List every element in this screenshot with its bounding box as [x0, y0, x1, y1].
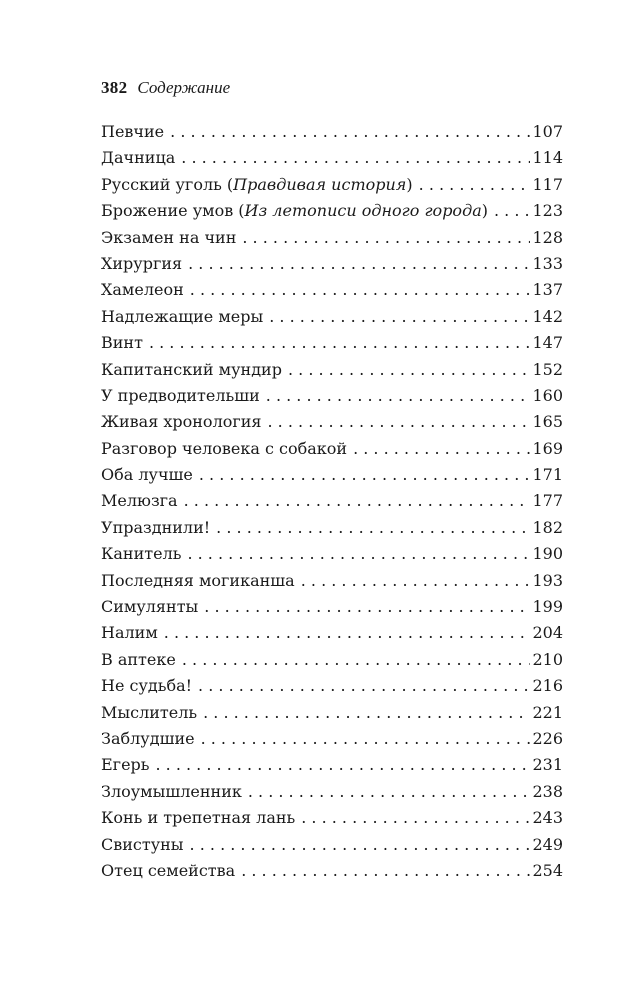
dot-leader	[266, 383, 531, 409]
dot-leader	[268, 409, 531, 435]
dot-leader	[149, 330, 531, 356]
page-number: 382	[101, 78, 128, 97]
dot-leader	[288, 357, 530, 383]
toc-entry-title: Брожение умов (Из летописи одного города)	[101, 201, 488, 221]
toc-entry-subtitle: Из летописи одного города	[244, 201, 482, 221]
dot-leader	[494, 198, 530, 224]
toc-entry-page: 238	[532, 781, 563, 801]
running-head	[101, 76, 230, 100]
dot-leader	[242, 225, 530, 251]
toc-entry-title: Русский уголь (Правдивая история)	[101, 174, 413, 194]
toc-entry[interactable]	[101, 277, 563, 303]
toc-entry-page: 165	[532, 412, 563, 432]
toc-entry[interactable]	[101, 145, 563, 171]
dot-leader	[155, 752, 530, 778]
toc-entry[interactable]	[101, 198, 563, 224]
toc-entry-title: Налим	[101, 623, 158, 643]
toc-entry-title: Капитанский мундир	[101, 359, 282, 379]
dot-leader	[198, 673, 530, 699]
toc-entry[interactable]	[101, 752, 563, 778]
toc-entry-title: Разговор человека с собакой	[101, 438, 348, 458]
table-of-contents	[101, 119, 563, 884]
toc-entry-title: Свистуны	[101, 834, 184, 854]
toc-entry-page: 190	[532, 544, 563, 564]
toc-entry-page: 243	[532, 808, 563, 828]
toc-entry-title: Не судьба!	[101, 676, 193, 696]
toc-entry-page: 221	[532, 702, 563, 722]
toc-entry-title: Злоумышленник	[101, 781, 242, 801]
dot-leader	[187, 541, 530, 567]
toc-entry-page: 137	[532, 280, 563, 300]
toc-entry-title: Канитель	[101, 544, 182, 564]
toc-entry-title: Живая хронология	[101, 412, 262, 432]
toc-entry-page: 182	[532, 517, 563, 537]
dot-leader	[188, 251, 530, 277]
toc-entry-page: 199	[532, 597, 563, 617]
toc-entry[interactable]	[101, 251, 563, 277]
toc-entry-title: Винт	[101, 333, 143, 353]
dot-leader	[269, 304, 530, 330]
toc-entry-page: 169	[532, 438, 563, 458]
toc-entry-page: 128	[532, 227, 563, 247]
toc-entry-page: 152	[532, 359, 563, 379]
dot-leader	[201, 726, 531, 752]
toc-entry-title: У предводительши	[101, 385, 260, 405]
toc-entry[interactable]	[101, 409, 563, 435]
dot-leader	[216, 515, 530, 541]
toc-entry-title: Упразднили!	[101, 517, 211, 537]
toc-entry-subtitle: Правдивая история	[233, 174, 407, 194]
dot-leader	[170, 119, 530, 145]
dot-leader	[248, 779, 531, 805]
dot-leader	[204, 594, 530, 620]
toc-entry-title: Хирургия	[101, 253, 183, 273]
toc-entry[interactable]	[101, 304, 563, 330]
dot-leader	[184, 488, 531, 514]
toc-entry[interactable]	[101, 541, 563, 567]
dot-leader	[182, 647, 531, 673]
dot-leader	[199, 462, 531, 488]
dot-leader	[164, 620, 531, 646]
toc-entry-title: Экзамен на чин	[101, 227, 237, 247]
toc-entry-title: Хамелеон	[101, 280, 184, 300]
toc-entry-title: Последняя могиканша	[101, 570, 295, 590]
toc-entry[interactable]	[101, 172, 563, 198]
toc-entry[interactable]	[101, 647, 563, 673]
toc-entry[interactable]	[101, 488, 563, 514]
toc-entry-page: 177	[532, 491, 563, 511]
dot-leader	[203, 700, 530, 726]
toc-entry[interactable]	[101, 357, 563, 383]
toc-entry-page: 123	[532, 201, 563, 221]
toc-entry-page: 216	[532, 676, 563, 696]
toc-entry-page: 193	[532, 570, 563, 590]
dot-leader	[301, 805, 530, 831]
toc-entry-page: 249	[532, 834, 563, 854]
toc-entry[interactable]	[101, 779, 563, 805]
dot-leader	[181, 145, 530, 171]
toc-entry-title: Симулянты	[101, 597, 199, 617]
toc-entry-page: 254	[532, 860, 563, 880]
toc-entry-title: Заблудшие	[101, 728, 195, 748]
toc-entry[interactable]	[101, 858, 563, 884]
toc-entry-page: 226	[532, 728, 563, 748]
toc-entry-page: 117	[532, 174, 563, 194]
toc-entry[interactable]	[101, 726, 563, 752]
dot-leader	[353, 436, 530, 462]
toc-entry-page: 204	[532, 623, 563, 643]
toc-entry-page: 171	[532, 465, 563, 485]
toc-entry[interactable]	[101, 673, 563, 699]
toc-entry[interactable]	[101, 225, 563, 251]
toc-entry-page: 210	[532, 649, 563, 669]
toc-entry[interactable]	[101, 620, 563, 646]
toc-entry[interactable]	[101, 119, 563, 145]
dot-leader	[419, 172, 531, 198]
toc-entry-title: В аптеке	[101, 649, 176, 669]
toc-entry[interactable]	[101, 568, 563, 594]
toc-entry-page: 133	[532, 253, 563, 273]
toc-entry-title: Отец семейства	[101, 860, 236, 880]
toc-entry-page: 147	[532, 333, 563, 353]
toc-entry-page: 231	[532, 755, 563, 775]
toc-entry-title: Конь и трепетная лань	[101, 808, 296, 828]
toc-entry[interactable]	[101, 330, 563, 356]
dot-leader	[301, 568, 531, 594]
toc-entry-page: 114	[532, 148, 563, 168]
dot-leader	[190, 832, 531, 858]
toc-entry[interactable]	[101, 436, 563, 462]
toc-entry-title: Надлежащие меры	[101, 306, 264, 326]
toc-entry[interactable]	[101, 462, 563, 488]
toc-entry-title: Мелюзга	[101, 491, 178, 511]
toc-entry[interactable]	[101, 383, 563, 409]
dot-leader	[241, 858, 530, 884]
toc-entry-page: 160	[532, 385, 563, 405]
toc-entry-page: 142	[532, 306, 563, 326]
section-title: Содержание	[137, 78, 231, 97]
toc-entry-title: Егерь	[101, 755, 150, 775]
toc-entry-page: 107	[532, 122, 563, 141]
toc-entry[interactable]	[101, 515, 563, 541]
toc-entry[interactable]	[101, 594, 563, 620]
toc-entry-title: Оба лучше	[101, 465, 193, 485]
toc-entry-title: Дачница	[101, 148, 176, 168]
toc-entry[interactable]	[101, 805, 563, 831]
toc-entry[interactable]	[101, 700, 563, 726]
toc-entry-title: Мыслитель	[101, 702, 198, 722]
toc-entry-title: Певчие	[101, 122, 165, 141]
toc-entry[interactable]	[101, 832, 563, 858]
dot-leader	[190, 277, 531, 303]
